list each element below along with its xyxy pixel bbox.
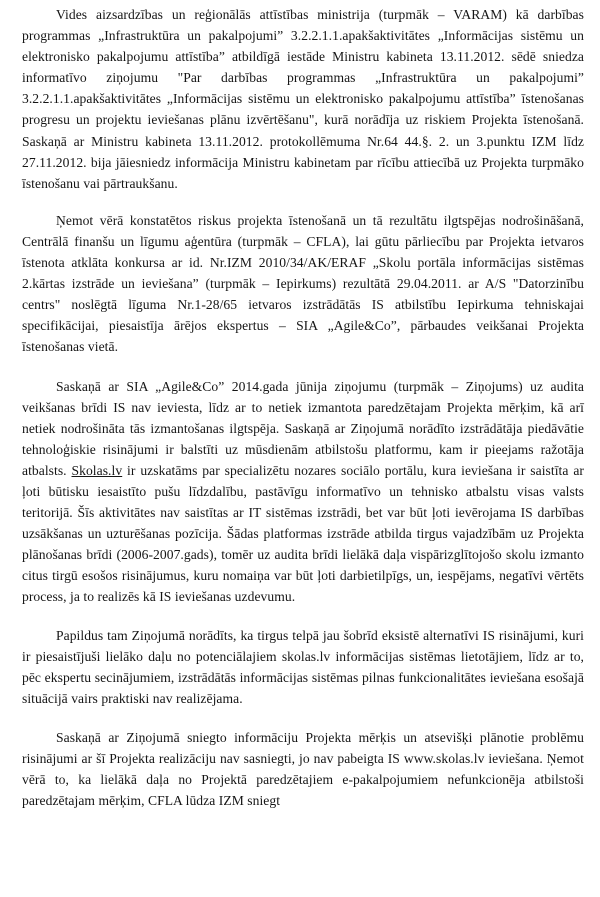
skolas-lv-link[interactable]: Skolas.lv bbox=[71, 462, 123, 478]
paragraph-project-goal: Saskaņā ar Ziņojumā sniegto informāciju Projekta mērķis un atsevišķi plānotie problēmu risinājumi ar šī Projekta realizāciju nav sasniegti, jo nav pabeigta IS www.skolas.lv ieviešana. Ņemot vērā to, ka lielākā daļa no Projektā paredzētajiem e-pakalpojumiem nefunkcionēja atbilstoši paredzētajam mērķim, CFLA lūdza IZM sniegt bbox=[22, 729, 584, 809]
audit-text-before-link: Saskaņā ar SIA „Agile&Co” 2014.gada jūnija ziņojumu (turpmāk – Ziņojums) uz audita veikšanas brīdi IS nav ieviesta, līdz ar to netiek izmantota paredzētajam Projekta mērķim, kā arī netiek nodrošināta tās izmantošanas ilgtspēja. Saskaņā ar Ziņojumā norādīto izstrādātāja piedāvātie tehnoloģiskie risinājumi ir balstīti uz mūsdienām atbilstošu platformu, kam ir pieejams ražotāja atbalsts. bbox=[22, 378, 584, 478]
audit-text-after-link: ir uzskatāms par specializētu nozares sociālo portālu, kura ieviešana ir saistīta ar ļoti būtisku iesaistīto pušu līdzdalību, pastāvīgu informatīvo un tehnisko atbalstu visas valsts teritorijā. Šīs aktivitātes nav saistītas ar IT sistēmas izstrādi, bet var būt ļoti ievērojama IS darbības uzsākšanas un uzturēšanas pozīcija. Šādas platformas izstrāde atbilda tirgus vajadzībām uz Projekta plānošanas brīdi (2006-2007.gads), tomēr uz audita brīdi lielākā daļa vispārizglītojošo skolu izmanto citus tirgū esošos risinājumus, kuru nomaiņa var būt ļoti darbietilpīgs, un, iespējams, negatīvi vērtēts process, ja to realizēs kā IS ieviešanas uzdevumu. bbox=[22, 462, 584, 605]
paragraph-varam-report: Vides aizsardzības un reģionālās attīstības ministrija (turpmāk – VARAM) kā darbības programmas „Infrastruktūra un pakalpojumi” 3.2.2.1.1.apakšaktivitātes „Informācijas sistēmu un elektronisko pakalpojumu attīstība” atbildīgā iestāde Ministru kabineta 13.11.2012. sēdē sniedza informatīvo ziņojumu "Par darbības programmas „Infrastruktūra un pakalpojumi” 3.2.2.1.1.apakšaktivitātes „Informācijas sistēmu un elektronisko pakalpojumu attīstība” īstenošanas progresu un projektu ieviešanas plānu izvērtēšanu", kurā norādīja uz riskiem Projekta īstenošanā. Saskaņā ar Ministru kabineta 13.11.2012. protokollēmuma Nr.64 44.§. 2. un 3.punktu IZM līdz 27.11.2012. bija jāiesniedz informācija Ministru kabinetam par rīcību attiecībā uz Projekta turpmāko īstenošanu vai pārtraukšanu. bbox=[22, 7, 584, 191]
paragraph-cfla-experts: Ņemot vērā konstatētos riskus projekta īstenošanā un tā rezultātu ilgtspējas nodrošināšanā, Centrālā finanšu un līgumu aģentūra (turpmāk – CFLA), lai gūtu pārliecību par Projekta ietvaros īstenota atklāta konkursa ar id. Nr.IZM 2010/34/AK/ERAF „Skolu portāla informācijas sistēmas 2.kārtas izstrāde un ieviešana” (turpmāk – Iepirkums) rezultātā 29.04.2011. ar A/S "Datorzinību centrs" noslēgtā līguma Nr.1-28/65 ietvaros izstrādātās IS atbilstību Iepirkuma tehniskajai specifikācijai, piesaistīja ārējos ekspertus – SIA „Agile&Co”, pārbaudes veikšanai Projekta īstenošanas vietā. bbox=[22, 212, 584, 355]
paragraph-audit-findings bbox=[22, 376, 584, 608]
paragraph-market-alternatives: Papildus tam Ziņojumā norādīts, ka tirgus telpā jau šobrīd eksistē alternatīvi IS risinājumi, kuri ir piesaistījuši lielāko daļu no potenciālajiem skolas.lv informācijas sistēmas lietotājiem, līdz ar to, pēc ekspertu secinājumiem, izstrādātās informācijas sistēmas pilnas funkcionalitātes ieviešana esošajā situācijā vairs praktiski nav realizējama. bbox=[22, 627, 584, 706]
